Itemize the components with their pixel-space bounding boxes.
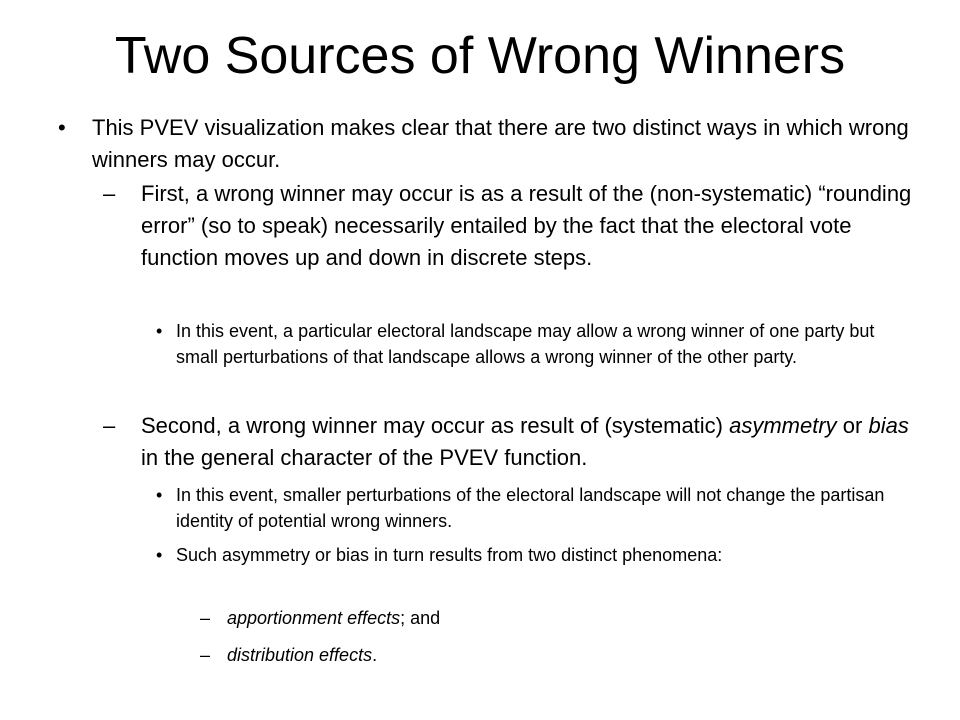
bullet-marker: •: [156, 321, 163, 341]
bullet-text: This PVEV visualization makes clear that there are two distinct ways in which wrong winners may occur.: [92, 115, 909, 172]
emphasis-asymmetry: asymmetry: [729, 413, 837, 438]
dash-marker: –: [103, 413, 116, 438]
emphasis-apportionment: apportionment effects: [227, 608, 401, 628]
sub-sub-bullet-rounding: [156, 318, 896, 370]
emphasis-distribution: distribution effects: [227, 645, 373, 665]
level4-text: [227, 605, 800, 631]
bullet-level1: [58, 112, 918, 176]
sub-bullet-text: [141, 410, 915, 474]
sub-sub-bullet-text: Such asymmetry or bias in turn results from two distinct phenomena:: [176, 545, 723, 565]
dash-marker: –: [103, 181, 116, 206]
text-part: Second, a wrong winner may occur as result of (systematic): [141, 413, 730, 438]
dash-marker: –: [200, 645, 211, 665]
bullet-marker: •: [156, 545, 163, 565]
dash-marker: –: [200, 608, 211, 628]
sub-bullet-second: [103, 410, 915, 474]
sub-sub-bullet-text: In this event, smaller perturbations of the electoral landscape will not change the partisan identity of potential wrong winners.: [176, 485, 885, 531]
slide-title: Two Sources of Wrong Winners: [114, 27, 846, 85]
text-part: in the general character of the PVEV function.: [141, 445, 588, 470]
sub-sub-bullet-phenomena: [156, 542, 896, 568]
level4-item-distribution: [200, 642, 800, 668]
level4-item-apportionment: [200, 605, 800, 631]
sub-sub-bullet-perturbations: [156, 482, 896, 534]
text-part: ; and: [400, 608, 441, 628]
level4-text: [227, 642, 800, 668]
sub-bullet-first: [103, 178, 913, 274]
emphasis-bias: bias: [868, 413, 909, 438]
text-part: or: [836, 413, 869, 438]
sub-bullet-text: First, a wrong winner may occur is as a result of the (non-systematic) “rounding error” (so to speak) necessarily entailed by the fact that the electoral vote function moves up and down in discrete steps.: [141, 181, 912, 270]
bullet-marker: •: [58, 115, 66, 140]
text-part: .: [372, 645, 378, 665]
sub-sub-bullet-text: In this event, a particular electoral landscape may allow a wrong winner of one party but small perturbations of that landscape allows a wrong winner of the other party.: [176, 321, 875, 367]
bullet-marker: •: [156, 485, 163, 505]
